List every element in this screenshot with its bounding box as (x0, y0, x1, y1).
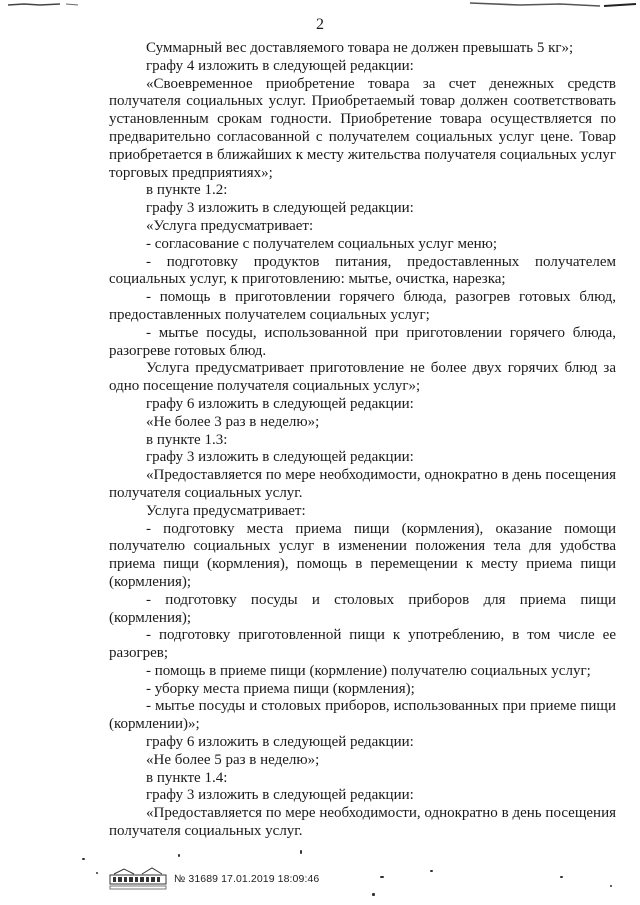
paragraph: графу 3 изложить в следующей редакции: (146, 787, 414, 804)
scan-speck (82, 858, 85, 860)
paragraph: графу 6 изложить в следующей редакции: (146, 734, 414, 751)
paragraph: «Своевременное приобретение товара за счет денежных средств получателя социальных услуг. Приобретаемый товар должен соответствовать установленным срокам годности. Приобретение товара осуществляется по предварительно согласованной с получателем социальных услуг цене. Товар приобретается в ближайших к месту жительства получателя социальных услуг торговых предприятиях»; (109, 75, 616, 181)
paragraph: «Предоставляется по мере необходимости, однократно в день посещения получателя социальных услуг. (109, 805, 616, 840)
paragraph: - помощь в приготовлении горячего блюда, разогрев готовых блюд, предоставленных получателем социальных услуг; (109, 289, 616, 323)
paragraph: - подготовку приготовленной пищи к употреблению, в том числе ее разогрев; (109, 627, 616, 662)
paragraph: - мытье посуды, использованной при приготовлении горячего блюда, разогреве готовых блюд. (109, 324, 616, 359)
paragraph: «Не более 5 раз в неделю»; (146, 751, 320, 768)
paragraph: - уборку места приема пищи (кормления); (146, 680, 415, 697)
paragraph: Суммарный вес доставляемого товара не должен превышать 5 кг»; (146, 40, 574, 56)
paragraph: «Услуга предусматривает: (146, 217, 314, 234)
scan-speck (178, 854, 180, 857)
paragraph: Услуга предусматривает приготовление не более двух горячих блюд за одно посещение получателя социальных услуг»; (109, 360, 616, 395)
scan-speck (610, 885, 612, 887)
scan-speck (380, 876, 384, 878)
paragraph: - мытье посуды и столовых приборов, использованных при приеме пищи (кормлении)»; (109, 698, 616, 733)
scan-speck (372, 893, 375, 896)
paragraph: - подготовку места приема пищи (кормления), оказание помощи получателю социальных услуг в изменении положения тела для удобства приема пищи (кормления), помощь в перемещении к месту приема пищи (кормления); (109, 520, 616, 590)
page-number: 2 (316, 16, 324, 33)
paragraph: - согласование с получателем социальных услуг меню; (146, 235, 498, 252)
barcode-stamp-icon (108, 866, 168, 892)
paragraph: в пункте 1.4: (146, 769, 228, 786)
paragraph: - подготовку посуды и столовых приборов для приема пищи (кормления); (109, 591, 616, 626)
paragraph: Услуга предусматривает: (146, 502, 306, 519)
paragraph: в пункте 1.2: (146, 182, 228, 199)
scan-speck (430, 870, 433, 872)
paragraph: - помощь в приеме пищи (кормление) получателю социальных услуг; (146, 662, 591, 679)
scan-edge-marks (0, 0, 640, 10)
registration-number: № 31689 17.01.2019 18:09:46 (174, 873, 320, 885)
paragraph: графу 6 изложить в следующей редакции: (146, 395, 414, 412)
paragraph: графу 4 изложить в следующей редакции: (146, 57, 414, 74)
document-body (109, 40, 616, 841)
scan-speck (300, 850, 302, 854)
scan-speck (96, 872, 98, 874)
paragraph: «Не более 3 раз в неделю»; (146, 413, 320, 430)
registration-stamp (108, 866, 319, 892)
scan-speck (560, 876, 563, 878)
paragraph: графу 3 изложить в следующей редакции: (146, 449, 414, 466)
paragraph: в пункте 1.3: (146, 431, 228, 448)
paragraph: графу 3 изложить в следующей редакции: (146, 200, 414, 217)
paragraph: - подготовку продуктов питания, предоставленных получателем социальных услуг, к приготовлению: мытье, очистка, нарезка; (109, 253, 616, 288)
paragraph: «Предоставляется по мере необходимости, однократно в день посещения получателя социальных услуг. (109, 467, 616, 501)
